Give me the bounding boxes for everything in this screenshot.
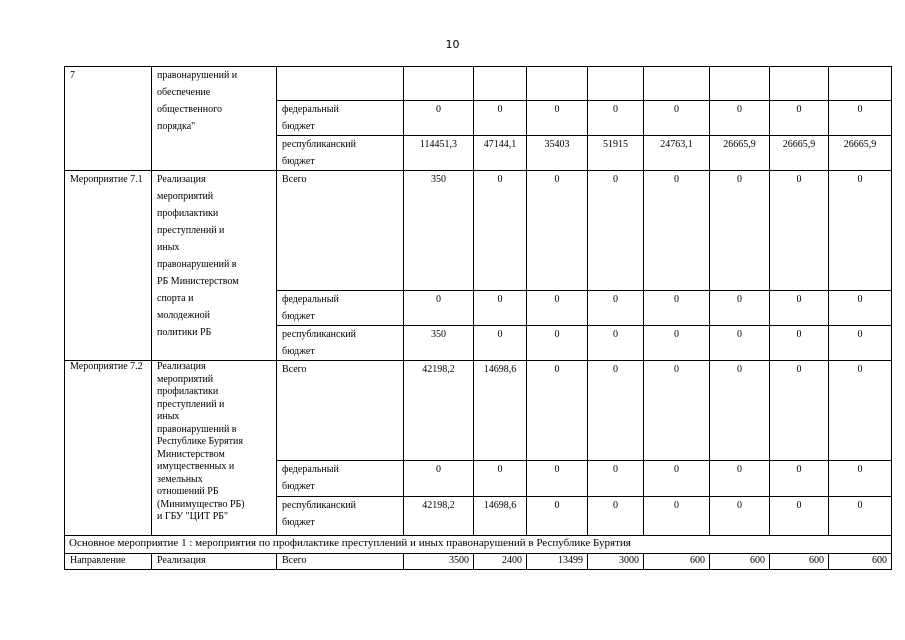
value-cell: 0 xyxy=(829,461,892,497)
source-label: федеральный бюджет xyxy=(277,461,404,497)
value-cell: 42198,2 xyxy=(404,361,474,461)
table-row xyxy=(65,171,892,291)
value-cell: 600 xyxy=(829,554,892,570)
value-cell: 0 xyxy=(710,171,770,291)
value-cell: 0 xyxy=(644,361,710,461)
value-cell: 0 xyxy=(404,101,474,136)
value-cell: 51915 xyxy=(588,136,644,171)
value-cell: 0 xyxy=(710,291,770,326)
value-cell: 26665,9 xyxy=(710,136,770,171)
table-row xyxy=(65,554,892,570)
value-cell: 0 xyxy=(770,497,829,536)
value-cell: 0 xyxy=(527,326,588,361)
value-cell xyxy=(404,67,474,101)
value-cell: 350 xyxy=(404,171,474,291)
value-cell: 0 xyxy=(527,361,588,461)
value-cell: 0 xyxy=(527,497,588,536)
value-cell: 0 xyxy=(527,291,588,326)
value-cell: 0 xyxy=(644,461,710,497)
value-cell: 0 xyxy=(474,171,527,291)
value-cell: 0 xyxy=(644,291,710,326)
value-cell: 26665,9 xyxy=(770,136,829,171)
value-cell: 0 xyxy=(644,326,710,361)
row-code: 7 xyxy=(65,67,152,171)
value-cell: 0 xyxy=(404,291,474,326)
source-label: республиканский бюджет xyxy=(277,497,404,536)
row-code: Мероприятие 7.2 xyxy=(65,361,152,536)
row-code: Направление xyxy=(65,554,152,570)
value-cell: 0 xyxy=(770,291,829,326)
value-cell xyxy=(474,67,527,101)
value-cell xyxy=(829,67,892,101)
value-cell: 0 xyxy=(710,497,770,536)
table-row xyxy=(65,361,892,461)
value-cell: 0 xyxy=(588,101,644,136)
value-cell: 0 xyxy=(829,291,892,326)
value-cell xyxy=(644,67,710,101)
value-cell: 0 xyxy=(527,171,588,291)
table-row xyxy=(65,536,892,554)
row-name: правонарушений и обеспечение общественного порядка" xyxy=(152,67,277,171)
source-label: федеральный бюджет xyxy=(277,101,404,136)
value-cell: 0 xyxy=(474,291,527,326)
source-label: республиканский бюджет xyxy=(277,326,404,361)
source-label xyxy=(277,67,404,101)
budget-table xyxy=(64,66,892,570)
value-cell: 0 xyxy=(588,497,644,536)
value-cell: 24763,1 xyxy=(644,136,710,171)
value-cell: 0 xyxy=(770,101,829,136)
value-cell: 3000 xyxy=(588,554,644,570)
value-cell: 2400 xyxy=(474,554,527,570)
value-cell: 0 xyxy=(710,461,770,497)
value-cell xyxy=(710,67,770,101)
value-cell: 0 xyxy=(527,101,588,136)
source-label: республиканский бюджет xyxy=(277,136,404,171)
value-cell: 350 xyxy=(404,326,474,361)
value-cell: 0 xyxy=(829,361,892,461)
value-cell: 0 xyxy=(588,461,644,497)
value-cell: 0 xyxy=(770,326,829,361)
value-cell: 13499 xyxy=(527,554,588,570)
value-cell: 0 xyxy=(644,171,710,291)
value-cell: 600 xyxy=(644,554,710,570)
source-label: Всего xyxy=(277,171,404,291)
value-cell: 0 xyxy=(474,101,527,136)
table-row xyxy=(65,67,892,101)
value-cell: 0 xyxy=(644,497,710,536)
value-cell: 35403 xyxy=(527,136,588,171)
value-cell: 0 xyxy=(710,326,770,361)
value-cell: 26665,9 xyxy=(829,136,892,171)
value-cell: 600 xyxy=(770,554,829,570)
value-cell: 0 xyxy=(474,461,527,497)
row-code: Мероприятие 7.1 xyxy=(65,171,152,361)
value-cell: 0 xyxy=(829,101,892,136)
source-label: Всего xyxy=(277,361,404,461)
row-name: Реализация мероприятий профилактики преступлений и иных правонарушений в Республике Бурятия Министерством имущественных и земельных отношений РБ (Минимущество РБ) и ГБУ "ЦИТ РБ" xyxy=(152,361,277,536)
page-number: 10 xyxy=(445,38,460,51)
value-cell: 0 xyxy=(588,326,644,361)
value-cell: 114451,3 xyxy=(404,136,474,171)
value-cell: 0 xyxy=(770,171,829,291)
value-cell: 0 xyxy=(829,497,892,536)
value-cell: 0 xyxy=(710,361,770,461)
value-cell: 600 xyxy=(710,554,770,570)
value-cell: 42198,2 xyxy=(404,497,474,536)
value-cell xyxy=(770,67,829,101)
value-cell: 0 xyxy=(644,101,710,136)
section-title: Основное мероприятие 1 : мероприятия по профилактике преступлений и иных правонарушений в Республике Бурятия xyxy=(65,536,892,554)
value-cell: 0 xyxy=(710,101,770,136)
source-label: федеральный бюджет xyxy=(277,291,404,326)
value-cell: 0 xyxy=(829,171,892,291)
value-cell xyxy=(588,67,644,101)
value-cell: 0 xyxy=(588,291,644,326)
value-cell: 47144,1 xyxy=(474,136,527,171)
value-cell: 0 xyxy=(588,361,644,461)
row-name: Реализация xyxy=(152,554,277,570)
value-cell: 3500 xyxy=(404,554,474,570)
value-cell: 14698,6 xyxy=(474,497,527,536)
value-cell: 0 xyxy=(527,461,588,497)
value-cell: 0 xyxy=(474,326,527,361)
source-label: Всего xyxy=(277,554,404,570)
value-cell: 0 xyxy=(588,171,644,291)
row-name: Реализация мероприятий профилактики преступлений и иных правонарушений в РБ Министерством спорта и молодежной политики РБ xyxy=(152,171,277,361)
value-cell xyxy=(527,67,588,101)
value-cell: 0 xyxy=(404,461,474,497)
value-cell: 14698,6 xyxy=(474,361,527,461)
value-cell: 0 xyxy=(770,461,829,497)
value-cell: 0 xyxy=(829,326,892,361)
value-cell: 0 xyxy=(770,361,829,461)
